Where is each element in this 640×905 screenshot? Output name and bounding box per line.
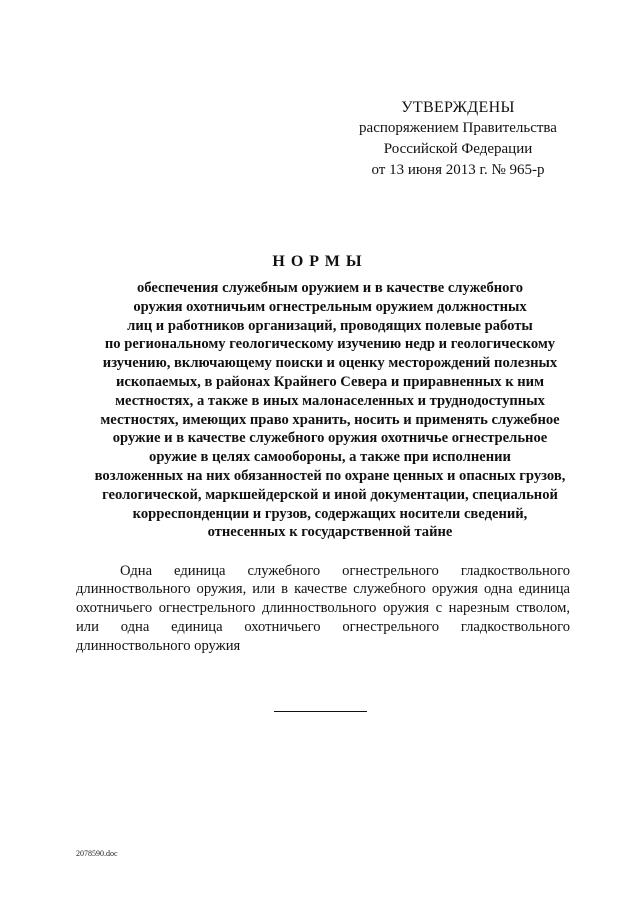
- approval-line-3: от 13 июня 2013 г. № 965-р: [371, 162, 545, 178]
- approval-block: [340, 97, 576, 181]
- subtitle-line: изучению, включающему поиски и оценку месторождений полезных: [102, 355, 558, 372]
- approval-line-1: распоряжением Правительства: [359, 120, 557, 136]
- subtitle-line: ископаемых, в районах Крайнего Севера и приравненных к ним: [115, 373, 545, 390]
- subtitle-line: по региональному геологическому изучению недр и геологическому: [104, 336, 556, 353]
- subtitle-line: оружие и в качестве служебного оружия охотничье огнестрельное: [112, 430, 548, 447]
- footer-filename: 2078590.doc: [76, 849, 118, 858]
- document-title: НОРМЫ: [272, 253, 368, 270]
- subtitle-line: возложенных на них обязанностей по охране ценных и опасных грузов,: [94, 467, 566, 484]
- subtitle-line: оружия охотничьим огнестрельным оружием должностных: [133, 298, 527, 315]
- subtitle-line: лиц и работников организаций, проводящих полевые работы: [127, 317, 533, 334]
- subtitle-line: геологической, маркшейдерской и иной документации, специальной: [102, 486, 558, 503]
- approval-line-2: Российской Федерации: [383, 141, 533, 157]
- approval-title: УТВЕРЖДЕНЫ: [401, 99, 515, 116]
- subtitle-line: местностях, имеющих право хранить, носить и применять служебное: [100, 411, 560, 428]
- subtitle-line: оружие в целях самообороны, а также при исполнении: [149, 449, 511, 466]
- body-paragraph: Одна единица служебного огнестрельного гладкоствольного длинноствольного оружия, или в качестве служебного оружия одна единица охотничьего огнестрельного длинноствольного оружия с нарезным стволом, или одна единица охотничьего огнестрельного гладкоствольного длинноствольного оружия: [76, 562, 570, 654]
- subtitle-line: корреспонденции и грузов, содержащих носители сведений,: [132, 505, 528, 522]
- subtitle-line: отнесенных к государственной тайне: [207, 524, 453, 541]
- end-divider: [274, 711, 367, 712]
- document-subtitle: [60, 279, 600, 542]
- subtitle-line: местностях, а также в иных малонаселенных и труднодоступных: [115, 392, 545, 409]
- subtitle-line: обеспечения служебным оружием и в качестве служебного: [136, 280, 524, 296]
